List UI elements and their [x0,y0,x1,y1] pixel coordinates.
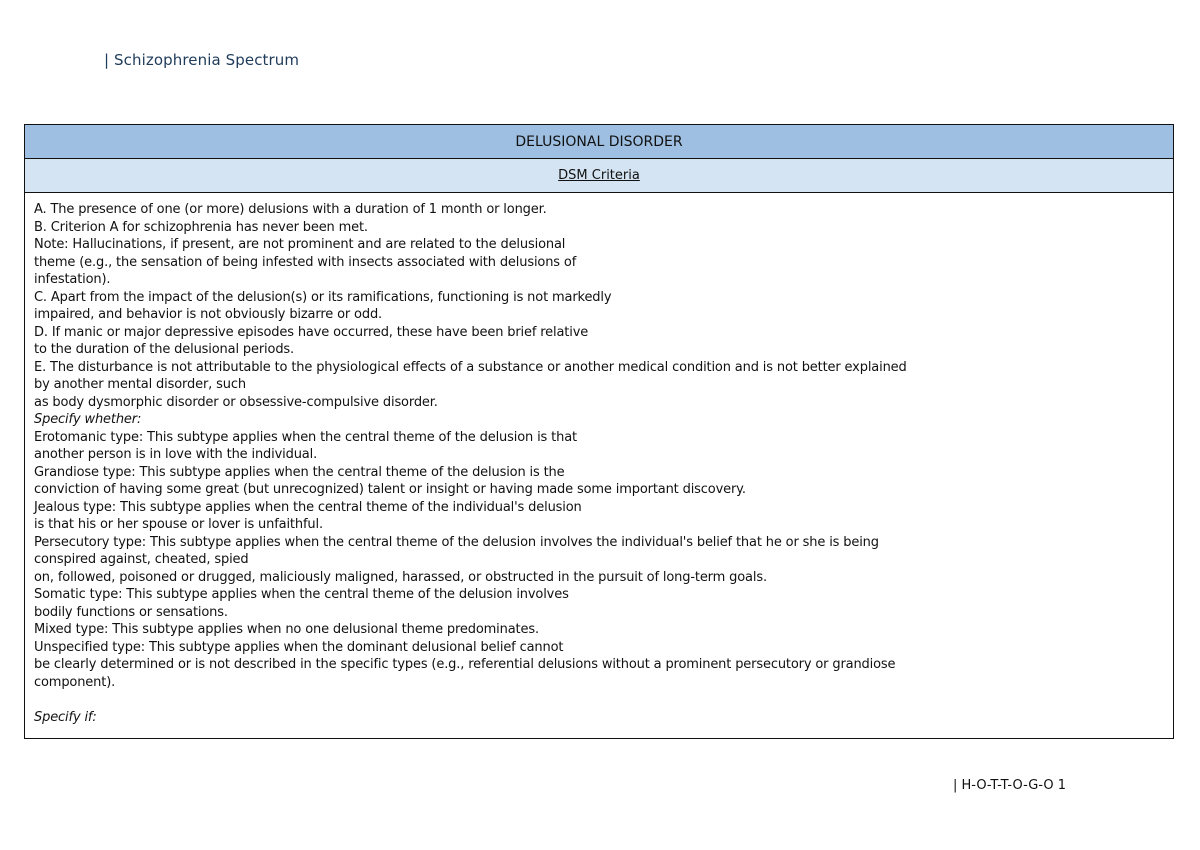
criteria-line: bodily functions or sensations. [34,604,228,620]
criteria-line: Unspecified type: This subtype applies when the dominant delusional belief cannot [34,639,564,655]
table-subtitle-link[interactable]: DSM Criteria [25,159,1173,193]
specify-if-label: Specify if: [34,709,97,725]
criteria-line: Erotomanic type: This subtype applies when the central theme of the delusion is that [34,429,577,445]
criteria-line: impaired, and behavior is not obviously bizarre or odd. [34,307,383,322]
specify-whether-label: Specify whether: [34,412,142,427]
criteria-line: conspired against, cheated, spied [34,552,249,567]
criteria-body [25,193,1173,738]
criteria-line: Mixed type: This subtype applies when no one delusional theme predominates. [34,622,539,637]
criteria-line: on, followed, poisoned or drugged, maliciously maligned, harassed, or obstructed in the pursuit of long-term goals. [34,569,767,585]
criteria-line: theme (e.g., the sensation of being infested with insects associated with delusions of [34,254,577,270]
criteria-line: Note: Hallucinations, if present, are not prominent and are related to the delusional [34,237,566,252]
blank-line [34,691,1163,709]
criteria-line: is that his or her spouse or lover is unfaithful. [34,517,323,532]
criteria-line: E. The disturbance is not attributable to the physiological effects of a substance or another medical condition and is not better explained [34,359,907,375]
criteria-line: Jealous type: This subtype applies when the central theme of the individual's delusion [34,499,582,515]
criteria-line: D. If manic or major depressive episodes have occurred, these have been brief relative [34,324,589,340]
criteria-line: by another mental disorder, such [34,377,246,392]
criteria-line: Somatic type: This subtype applies when the central theme of the delusion involves [34,587,569,602]
criteria-line: as body dysmorphic disorder or obsessive-compulsive disorder. [34,394,438,410]
criteria-line: Grandiose type: This subtype applies when the central theme of the delusion is the [34,464,565,480]
table-title: DELUSIONAL DISORDER [25,125,1173,159]
criteria-line: B. Criterion A for schizophrenia has never been met. [34,219,368,235]
criteria-line: Persecutory type: This subtype applies when the central theme of the delusion involves the individual's belief that he or she is being [34,534,879,550]
criteria-line: A. The presence of one (or more) delusions with a duration of 1 month or longer. [34,202,547,217]
criteria-line: to the duration of the delusional periods. [34,342,295,357]
criteria-line: be clearly determined or is not described in the specific types (e.g., referential delusions without a prominent persecutory or grandiose [34,657,896,672]
criteria-line: component). [34,674,116,690]
criteria-line: infestation). [34,272,111,287]
page-footer: | H-O-T-T-O-G-O 1 [953,778,1067,793]
criteria-line: conviction of having some great (but unrecognized) talent or insight or having made some important discovery. [34,482,746,497]
criteria-line: C. Apart from the impact of the delusion(s) or its ramifications, functioning is not markedly [34,289,612,305]
criteria-line: another person is in love with the individual. [34,447,318,462]
page-header-title: | Schizophrenia Spectrum [104,51,300,69]
criteria-table [24,124,1174,739]
